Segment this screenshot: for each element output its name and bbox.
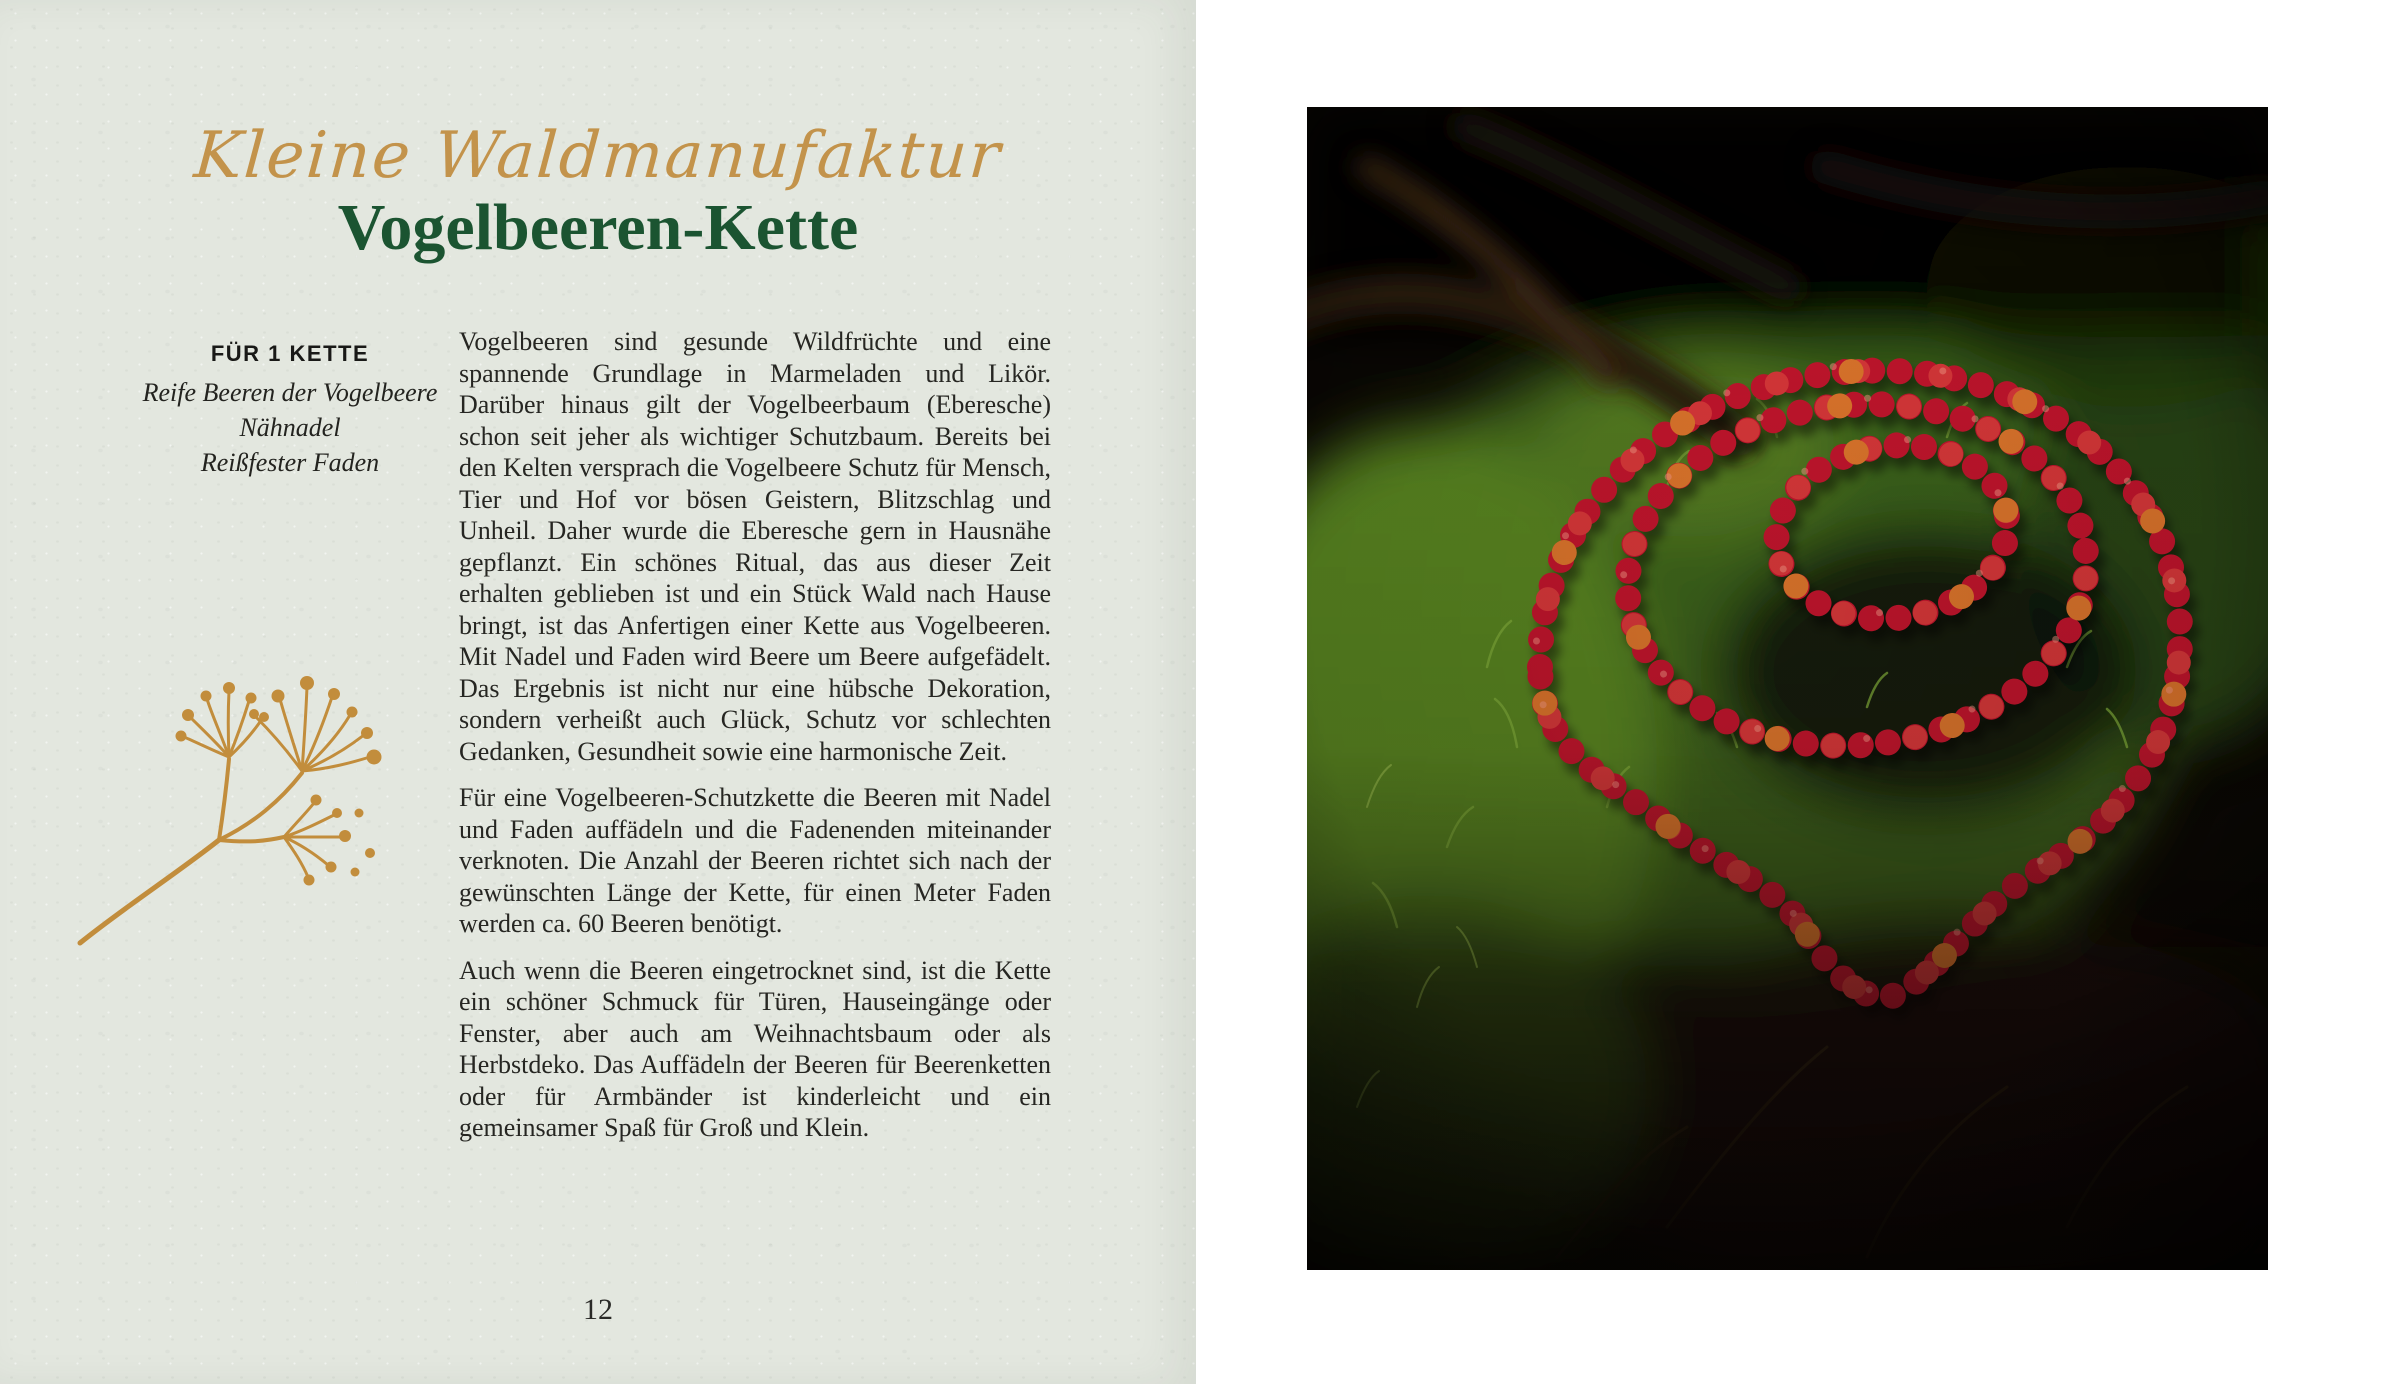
berry-chain-photo xyxy=(1307,107,2268,1270)
series-script-heading: Kleine Waldmanufaktur xyxy=(191,119,1005,193)
page-number: 12 xyxy=(583,1293,613,1326)
materials-list xyxy=(118,341,462,480)
right-page xyxy=(1196,0,2400,1384)
botanical-umbel-illustration xyxy=(52,665,392,965)
materials-items xyxy=(118,375,462,480)
material-item: Reife Beeren der Vogelbeere xyxy=(142,378,438,407)
body-paragraph: Für eine Vogelbeeren-Schutzkette die Beeren mit Nadel und Faden auffädeln und die Fadenenden miteinander verknoten. Die Anzahl der Beeren richtet sich nach der gewünschten Länge der Kette, für einen Meter Faden werden ca. 60 Beeren benötigt. xyxy=(459,783,1051,938)
page-title: Vogelbeeren-Kette xyxy=(337,191,859,264)
material-item: Nähnadel xyxy=(239,413,341,442)
body-text xyxy=(459,326,1051,1159)
body-paragraph: Auch wenn die Beeren eingetrocknet sind, ist die Kette ein schöner Schmuck für Türen, Hauseingänge oder Fenster, aber auch am Weihnachtsbaum oder als Herbstdeko. Das Auffädeln der Beeren für Beerenketten oder für Armbänder ist kinderleicht und ein gemeinsamer Spaß für Groß und Klein. xyxy=(459,955,1051,1142)
materials-heading: FÜR 1 KETTE xyxy=(210,341,370,366)
material-item: Reißfester Faden xyxy=(200,448,380,477)
body-paragraph: Vogelbeeren sind gesunde Wildfrüchte und eine spannende Grundlage in Marmeladen und Likör. Darüber hinaus gilt der Vogelbeerbaum (Eberesche) schon seit jeher als wichtiger Schutzbaum. Bereits bei den Kelten versprach die Vogelbeere Schutz für Mensch, Tier und Hof vor bösen Geistern, Blitzschlag und Unheil. Daher wurde die Eberesche gern in Hausnähe gepflanzt. Ein schönes Ritual, das aus dieser Zeit erhalten geblieben ist und ein Stück Wald nach Hause bringt, ist das Anfertigen einer Kette aus Vogelbeeren. Mit Nadel und Faden wird Beere um Beere aufgefädelt. Das Ergebnis ist nicht nur eine hübsche Dekoration, sondern verheißt auch Glück, Schutz vor schlechten Gedanken, Gesundheit sowie eine harmonische Zeit. xyxy=(459,327,1051,766)
berry-chain-photo-art xyxy=(1307,107,2268,1270)
left-page xyxy=(0,0,1196,1384)
